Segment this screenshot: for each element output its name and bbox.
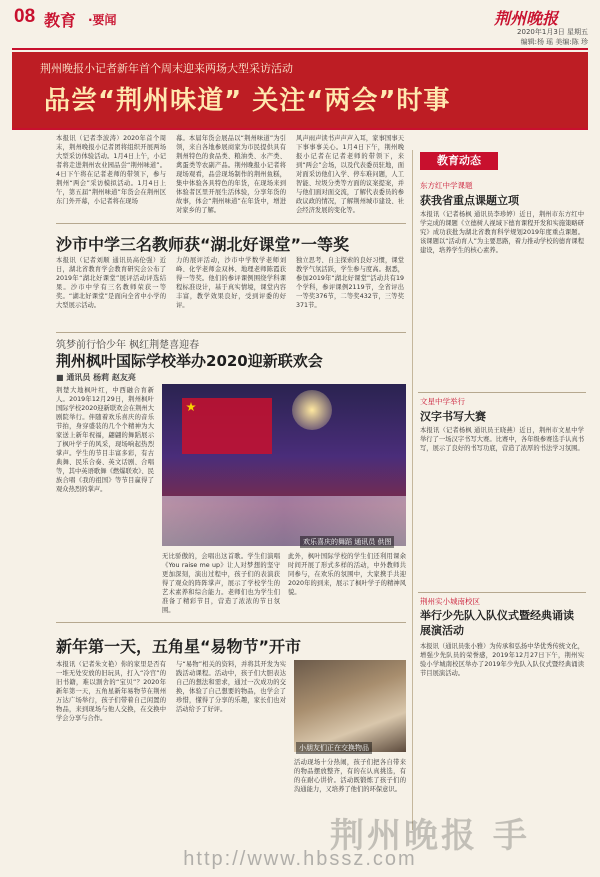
sidebar-item-body: 本报讯（记者杨枫 通讯员王晓燕）近日，荆州市文星中学举行了一场汉字书写大赛。比赛中，各年级参赛选手认真书写，展示了良好的书写功底，营造了浓厚的书法学习氛围。: [420, 427, 584, 452]
page-number: 08: [14, 6, 36, 27]
divider: [56, 622, 406, 623]
editor-credits: 编辑:杨 瑶 美编:陈 珍: [520, 38, 588, 46]
sidebar-item-title: 举行少先队入队仪式暨经典诵读展演活动: [420, 609, 574, 637]
article-3-column-3: 此外，枫叶国际学校的学生们还利用课余时间开展了形式多样的活动，中外教师共同参与，在欢乐的氛围中，大家携手共迎2020年的到来，展示了枫叶学子的精神风貌。: [288, 553, 406, 596]
article-4-column-2: 与“易物”相关的资料，并将其开发为实践活动课程。活动中，孩子们大胆表达自己的想法和需求，通过一次成功的交换，体验了自己想要的物品，也学会了珍惜，懂得了分享的乐趣，家长们也对活动给予了好评。: [176, 661, 286, 713]
divider: [56, 332, 406, 333]
article-3-title: 荆州枫叶国际学校举办2020迎新联欢会: [56, 352, 323, 370]
sidebar-tag: 教育动态: [420, 152, 498, 170]
subsection-name: ·要闻: [88, 13, 117, 27]
newspaper-logo: 荆州晚报: [494, 9, 559, 28]
sidebar-item-org: 荆州实小城南校区: [420, 597, 480, 606]
sidebar-item-org: 东方红中学课题: [420, 181, 473, 190]
issue-date: 2020年1月3日 星期五: [517, 28, 588, 36]
lead-column-2: 幕。本届年货会展品以“荆州味道”为引领，来自各地参展商家为市民提供具有荆州特色的食品类、粮油类、水产类、禽蛋类等农副产品。荆州晚报小记者将现场观看，品尝现场制作的荆州鱼糕，集中体验各具特色的年货，在现场来到体验者区里开展生活体验，分享年货的故事，体会“荆州味道”在年货中，增进对家乡的了解。: [176, 135, 286, 214]
lead-kicker: 荆州晚报小记者新年首个周末迎来两场大型采访活动: [40, 62, 293, 75]
article-3-kicker: 筑梦前行恰少年 枫红荆楚喜迎春: [56, 340, 200, 351]
sidebar-item-title: 获我省重点课题立项: [420, 194, 519, 207]
divider: [418, 392, 586, 393]
sidebar-item-title: 汉字书写大赛: [420, 410, 486, 423]
sidebar-item-body: 本报讯（通讯员张小雅）为传承和弘扬中华优秀传统文化，增强少先队员的荣誉感，2019年12月27日下午，荆州实验小学城南校区举办了2019年少先队入队仪式暨经典诵读节目展演活动。: [420, 643, 584, 677]
divider: [56, 223, 406, 224]
article-2-title: 沙市中学三名教师获“湖北好课堂”一等奖: [56, 235, 350, 254]
lead-headline: 品尝“荆州味道” 关注“两会”时事: [44, 86, 451, 116]
article-4-column-3: 活动现场十分热闹，孩子们把各自带来的物品摆放整齐，有的在认真挑选，有的在耐心讲价。活动既锻炼了孩子们的沟通能力，又培养了他们的环保意识。: [294, 759, 406, 793]
article-2-column-2: 力的展评活动，沙市中学数学老师刘峰、化学老师金双林、地理老师陈霞获得一等奖。他们的参评课例围绕学科课程标准设计，基于真实情境，课堂内容丰富，教学效果良好，受到评委的好评。: [176, 257, 286, 309]
lead-column-1: 本报讯（记者李波涛）2020年首个周末，荆州晚报小记者团将组织开展两场大型采访体验活动。1月4日上午，小记者将走进荆州农业园品尝“荆州味道”。4日下午将在记者老师的带领下，参与荆州“两会”采访模拟活动。1月4日上午，第五届“荆州味道”年货会在荆州区东门外开幕，小记者将在现场: [56, 135, 166, 205]
header-rule: [12, 48, 588, 50]
article-4-title: 新年第一天，五角星“易物节”开市: [56, 637, 302, 656]
article-2-column-3: 独立思考、自主探索的良好习惯，课堂教学气氛活跃，学生参与度高。据悉，参加2019年“湖北好课堂”活动共有19个学科，参评课例2119节，全省评出一等奖376节，二等奖432节，三等奖371节。: [296, 257, 404, 309]
sidebar-item-org: 文星中学举行: [420, 397, 465, 406]
article-4-column-1: 本报讯（记者朱文艳）你的家里是否有一堆无处安放的旧玩具，打入“冷宫”的旧书籍，难以割舍的“宝贝”？2020年新年第一天，五角星新年易物节在荆州万达广场举行，孩子们带着自己闲置的物品，来到现场与他人交换，在交换中学会分享与合作。: [56, 661, 166, 722]
divider: [418, 592, 586, 593]
watermark: 荆州晚报 手: [330, 816, 530, 856]
sidebar-item-body: 本报讯（记者杨枫 通讯员李珍婷）近日，荆州市东方红中学完成的课题《立德树人视域下德育课程开发和实施策略研究》成功获批为湖北省教育科学规划2019年度重点课题。该课题以“活动育人”为主要思路，着力推动学校的德育课程建设，培养学生的核心素养。: [420, 211, 584, 254]
photo-caption: 欢乐喜庆的舞蹈 通讯员 供图: [300, 536, 394, 548]
article-2-column-1: 本报讯（记者刘顺 通讯员高伦强）近日，湖北省教育学会教育研究会公布了2019年“湖北好课堂”展评活动评选结果。沙市中学有三名教师荣获一等奖。“湖北好课堂”是面向全省中小学的大型展示活动。: [56, 257, 166, 309]
article-3-reporters: ■ 通讯员 杨莉 赵友亮: [56, 373, 136, 382]
section-name: 教育: [44, 11, 77, 30]
lead-column-3: 风声雨声读书声声声入耳，家事国事天下事事事关心。1月4日下午，荆州晚报小记者在记者老师的带领下，来到“两会”会场，以及代表委员驻地，面对面采访他们入学、停车难问题，人工智能、垃圾分类等方面的议案提案，并与他们面对面交流，了解代表委员的参政议政的情况，了解荆州城市建设、社会经济发展的变化等。: [296, 135, 404, 214]
photo-caption: 小朋友们正在交换物品: [296, 742, 372, 754]
banner-rule: [12, 128, 588, 130]
site-url: http://www.hbssz.com: [183, 848, 417, 870]
article-3-column-2: 无比骄傲的，会唱出这首歌。学生们演唱《You raise me up》让人对梦想的坚守更加深刻，演出过程中，孩子们的表演获得了观众的阵阵掌声，展示了学校学生的艺术素养和综合能力。老师们也为学生们准备了精彩节目，营造了浓浓的节日氛围。: [162, 553, 280, 614]
swap-market-photo: [294, 660, 406, 752]
stage-performance-photo: [162, 384, 406, 546]
stage-light: [292, 390, 332, 430]
flag-shape: [182, 398, 272, 454]
article-3-column-1: 荆楚大地枫叶红，中西融合育新人。2019年12月29日，荆州枫叶国际学校2020迎新联欢会在荆州大剧院举行。伴随着欢乐喜庆的音乐节拍，身穿盛装的几个个精神为大家送上新年祝福，翩翩的舞蹈展示了枫叶学子的风采，现场响起热烈掌声。学生的节目丰富多彩，有古典舞、民乐合奏、英文话剧、合唱等，其中英语歌舞《燃爆联欢》、民族合唱《我的祖国》等节目赢得了观众热烈的掌声。: [56, 387, 154, 493]
